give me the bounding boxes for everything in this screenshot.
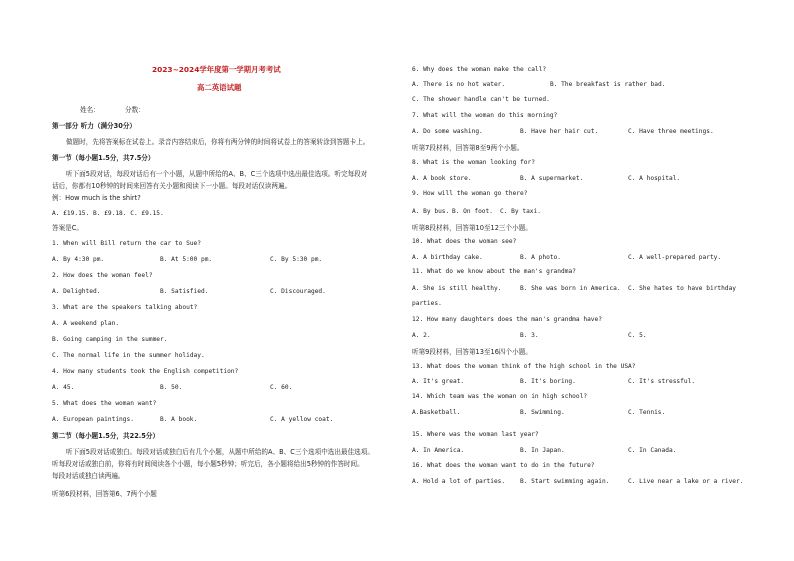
section1-instr-2: 话后，你都有10秒钟的时间来回答有关小题和阅读下一小题。每段对话仅读两遍。: [52, 182, 292, 190]
q15-option-b: B. In Japan.: [520, 447, 565, 454]
question-4: 4. How many students took the English competition?: [52, 368, 239, 375]
q8-option-c: C. A hospital.: [628, 175, 681, 182]
question-7: 7. What will the woman do this morning?: [412, 112, 558, 119]
q5-option-a: A. European paintings.: [52, 416, 134, 423]
exam-title: 2023~2024学年度第一学期月考考试: [152, 65, 281, 74]
question-6: 6. Why does the woman make the call?: [412, 66, 547, 73]
question-2: 2. How does the woman feel?: [52, 272, 153, 279]
q13-option-c: C. It's stressful.: [628, 378, 696, 385]
q9-option-b: B. On foot.: [452, 208, 493, 215]
q8-option-b: B. A supermarket.: [520, 175, 584, 182]
q3-option-a: A. A weekend plan.: [52, 320, 120, 327]
q8-option-a: A. A book store.: [412, 175, 472, 182]
q13-option-b: B. It's boring.: [520, 378, 576, 385]
q9-option-a: A. By bus.: [412, 208, 450, 215]
q1-option-c: C. By 5:30 pm.: [270, 256, 323, 263]
q2-option-b: B. Satisfied.: [160, 288, 209, 295]
q3-option-b: B. Going camping in the summer.: [52, 336, 168, 343]
q2-option-a: A. Delighted.: [52, 288, 101, 295]
section2-instr-1: 听下面5段对话或独白。每段对话或独白后有几个小题，从题中所给的A、B、C三个选项中选出最佳选项。: [66, 448, 374, 456]
section1-instr-1: 听下面5段对话，每段对话后有一个小题，从题中所给的A、B、C三个选项中选出最佳选项。听完每段对: [66, 170, 368, 178]
part1-intro: 做题时，先将答案标在试卷上。录音内容结束后，你将有两分钟的时间将试卷上的答案转涂到答题卡上。: [66, 138, 370, 146]
q11-option-a: A. She is still healthy.: [412, 285, 502, 292]
q9-option-c: C. By taxi.: [500, 208, 541, 215]
material-6-label: 听第6段材料，回答第6、7两个小题: [52, 490, 157, 498]
material-8-label: 听第8段材料，回答第10至12三个小题。: [412, 224, 532, 232]
section2-instr-2: 听每段对话或独白前，你将有时间阅读各个小题，每小题5秒钟；听完后，各小题将给出5秒钟的作答时间。: [52, 460, 364, 468]
score-label: 分数：: [125, 106, 145, 114]
question-12: 12. How many daughters does the man's grandma have?: [412, 316, 602, 323]
q7-option-a: A. Do some washing.: [412, 128, 483, 135]
q16-option-c: C. Live near a lake or a river.: [628, 478, 744, 485]
q11-option-c-cont: parties.: [412, 300, 442, 307]
question-5: 5. What does the woman want?: [52, 400, 157, 407]
q3-option-c: C. The normal life in the summer holiday.: [52, 352, 205, 359]
q16-option-a: A. Hold a lot of parties.: [412, 478, 506, 485]
q4-option-b: B. 50.: [160, 384, 183, 391]
q12-option-c: C. 5.: [628, 332, 647, 339]
part1-heading: 第一部分 听力（满分30分）: [52, 122, 137, 130]
q7-option-c: C. Have three meetings.: [628, 128, 714, 135]
q2-option-c: C. Discouraged.: [270, 288, 326, 295]
q7-option-b: B. Have her hair cut.: [520, 128, 599, 135]
q10-option-c: C. A well-prepared party.: [628, 254, 722, 261]
q4-option-c: C. 60.: [270, 384, 293, 391]
section2-instr-3: 每段对话或独白读两遍。: [52, 472, 125, 480]
question-8: 8. What is the woman looking for?: [412, 159, 535, 166]
q15-option-a: A. In America.: [412, 447, 465, 454]
name-label: 姓名：: [80, 106, 100, 114]
example-options: A. £19.15. B. £9.18. C. £9.15.: [52, 210, 164, 217]
q10-option-a: A. A birthday cake.: [412, 254, 483, 261]
q16-option-b: B. Start swimming again.: [520, 478, 610, 485]
example-question: 例：How much is the shirt?: [52, 194, 141, 202]
q14-option-b: B. Swimming.: [520, 409, 565, 416]
q4-option-a: A. 45.: [52, 384, 75, 391]
q13-option-a: A. It's great.: [412, 378, 465, 385]
question-9: 9. How will the woman go there?: [412, 190, 528, 197]
question-13: 13. What does the woman think of the high school in the USA?: [412, 363, 636, 370]
q14-option-a: A.Basketball.: [412, 409, 461, 416]
q5-option-c: C. A yellow coat.: [270, 416, 334, 423]
q6-option-c: C. The shower handle can't be turned.: [412, 96, 550, 103]
q14-option-c: C. Tennis.: [628, 409, 666, 416]
q6-option-a: A. There is no hot water.: [412, 81, 506, 88]
question-10: 10. What does the woman see?: [412, 238, 517, 245]
exam-subtitle: 高二英语试题: [197, 83, 242, 92]
section1-heading: 第一节（每小题1.5分，共7.5分）: [52, 154, 155, 162]
section2-heading: 第二节（每小题1.5分，共22.5分）: [52, 432, 160, 440]
q5-option-b: B. A book.: [160, 416, 198, 423]
question-16: 16. What does the woman want to do in the future?: [412, 462, 595, 469]
q11-option-b: B. She was born in America.: [520, 285, 621, 292]
question-11: 11. What do we know about the man's grandma?: [412, 268, 576, 275]
q10-option-b: B. A photo.: [520, 254, 561, 261]
question-15: 15. Where was the woman last year?: [412, 431, 539, 438]
q12-option-b: B. 3.: [520, 332, 539, 339]
q6-option-b: B. The breakfast is rather bad.: [550, 81, 666, 88]
q1-option-b: B. At 5:00 pm.: [160, 256, 213, 263]
q12-option-a: A. 2.: [412, 332, 431, 339]
material-9-label: 听第9段材料，回答第13至16四个小题。: [412, 348, 532, 356]
q1-option-a: A. By 4:30 pm.: [52, 256, 105, 263]
question-14: 14. Which team was the woman on in high school?: [412, 393, 588, 400]
material-7-label: 听第7段材料，回答第8至9两个小题。: [412, 144, 524, 152]
q15-option-c: C. In Canada.: [628, 447, 677, 454]
question-3: 3. What are the speakers talking about?: [52, 304, 198, 311]
q11-option-c: C. She hates to have birthday: [628, 285, 737, 292]
example-answer: 答案是C。: [52, 224, 83, 232]
question-1: 1. When will Bill return the car to Sue?: [52, 240, 202, 247]
